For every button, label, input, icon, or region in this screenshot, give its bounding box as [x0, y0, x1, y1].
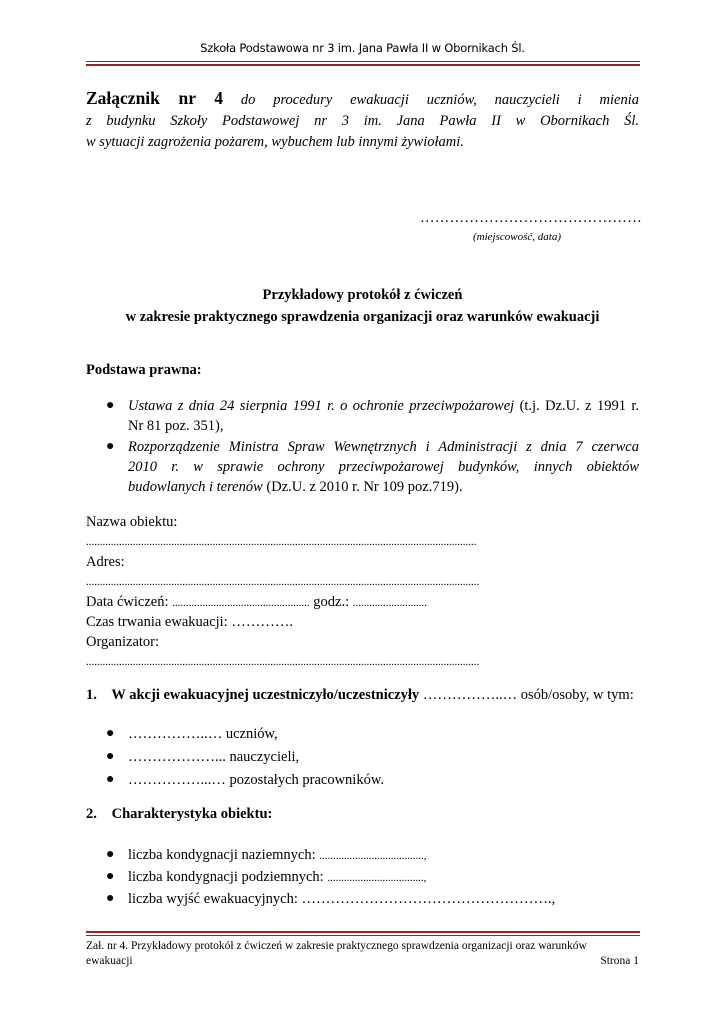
date-time-line — [86, 592, 639, 612]
bullet-icon: ● — [106, 726, 115, 741]
bullet-icon: ● — [106, 891, 115, 906]
title-line-1: Przykładowy protokół z ćwiczeń — [262, 287, 463, 303]
bullet-icon: ● — [106, 869, 115, 884]
footer-line-1: Zał. nr 4. Przykładowy protokół z ćwiczeń w zakresie praktycznego sprawdzenia organizacji oraz warunków — [86, 940, 587, 952]
attachment-label: Załącznik nr 4 — [86, 88, 224, 108]
section-1-heading: 1. W akcji ewakuacyjnej uczestniczyło/uczestniczyły ……………..… osób/osoby, w tym: — [86, 687, 634, 703]
participants-list — [86, 724, 639, 790]
object-name-dots: .............................................................................................................................................. — [86, 536, 477, 548]
bullet-icon: ● — [106, 847, 115, 862]
date-dots: .................................................. — [172, 597, 310, 609]
legal-basis-heading: Podstawa prawna: — [86, 362, 202, 378]
address-label: Adres: — [86, 554, 125, 570]
organizer-dots: ............................................................................................................................................... — [86, 656, 480, 668]
footer-line-2: ewakuacji — [86, 955, 133, 967]
address-dots: ............................................................................................................................................... — [86, 576, 480, 588]
bullet-icon: ● — [106, 772, 115, 787]
header-rule-thick — [86, 64, 640, 66]
attachment-line-1: Załącznik nr 4 do procedury ewakuacji uczniów, nauczycieli i mienia — [86, 88, 640, 108]
document-title — [86, 284, 639, 328]
duration-dots: …………. — [231, 614, 293, 630]
time-label: godz.: — [313, 594, 350, 610]
participant-item: ● ……………..… uczniów, — [106, 726, 278, 742]
bullet-icon: ● — [106, 439, 115, 454]
bullet-icon: ● — [106, 398, 115, 413]
legal-basis-item: ● Ustawa z dnia 24 sierpnia 1991 r. o ochronie przeciwpożarowej (t.j. Dz.U. z 1991 r. Nr 81 poz. 351), — [106, 398, 639, 434]
duration-line — [86, 612, 639, 632]
attachment-line-2: z budynku Szkoły Podstawowej nr 3 im. Jana Pawła II w Obornikach Śl. — [86, 113, 639, 129]
building-characteristics-list — [86, 845, 639, 909]
page-footer — [86, 939, 639, 969]
participant-item: ● ……………...… pozostałych pracowników. — [106, 772, 384, 788]
footer-rule-thick — [86, 931, 640, 933]
bullet-icon: ● — [106, 749, 115, 764]
footer-rule-thin — [86, 935, 640, 936]
date-label: Data ćwiczeń: — [86, 594, 169, 610]
object-form — [86, 512, 639, 672]
participant-item: ● ………………... nauczycieli, — [106, 749, 300, 765]
header-rule-thin — [86, 61, 640, 62]
legal-basis-list — [86, 396, 639, 497]
characteristic-item: ● liczba wyjść ewakuacyjnych: ……………………………………………., — [106, 891, 556, 907]
duration-label: Czas trwania ewakuacji: — [86, 614, 228, 630]
organizer-label: Organizator: — [86, 634, 160, 650]
time-dots: ........................... — [352, 597, 427, 609]
place-date-dots: ……………………………………… — [420, 210, 642, 226]
place-date-caption: (miejscowość, data) — [473, 231, 561, 243]
characteristic-item: ● liczba kondygnacji podziemnych: ..................................., — [106, 869, 427, 885]
object-name-label: Nazwa obiektu: — [86, 514, 178, 530]
section-2-heading: 2. Charakterystyka obiektu: — [86, 806, 273, 822]
legal-basis-item: ● Rozporządzenie Ministra Spraw Wewnętrznych i Administracji z dnia 7 czerwca 2010 r. w sprawie ochrony przeciwpożarowej budynków, innych obiektów budowlanych i terenów (Dz.U. z 2010 r. Nr 109 poz.719). — [106, 439, 639, 495]
characteristic-item: ● liczba kondygnacji naziemnych: ......................................, — [106, 847, 427, 863]
title-line-2: w zakresie praktycznego sprawdzenia organizacji oraz warunków ewakuacji — [125, 309, 600, 325]
page-number: Strona 1 — [600, 955, 639, 967]
attachment-line-3: w sytuacji zagrożenia pożarem, wybuchem lub innymi żywiołami. — [86, 134, 464, 150]
attachment-paragraph — [86, 88, 639, 153]
page-header: Szkoła Podstawowa nr 3 im. Jana Pawła II w Obornikach Śl. — [200, 41, 525, 55]
